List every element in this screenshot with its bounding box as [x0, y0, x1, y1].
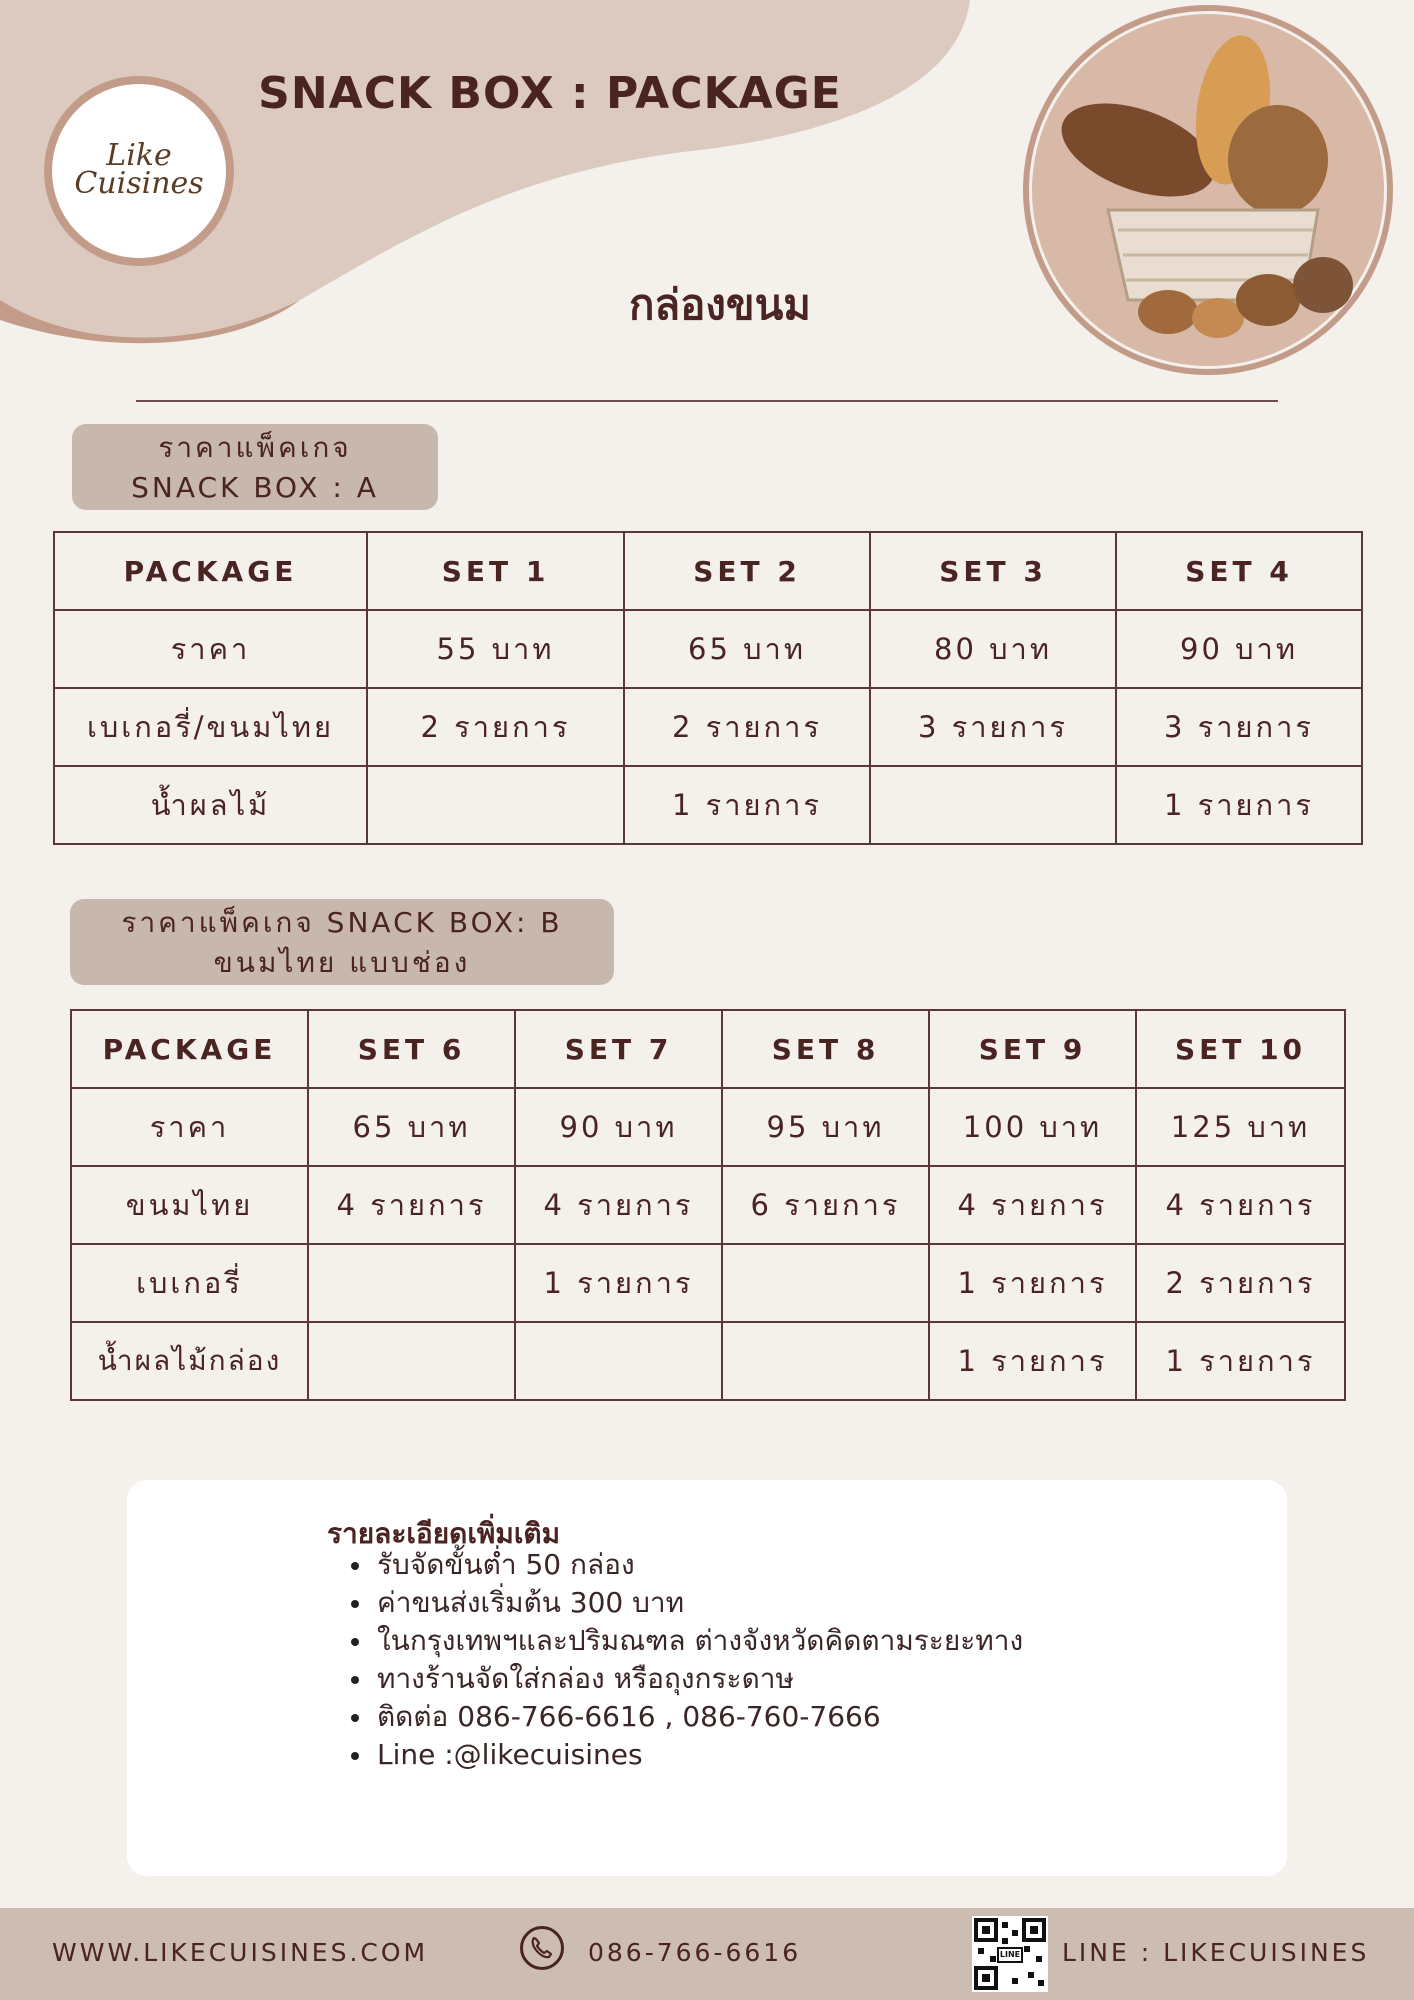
row-label: ขนมไทย [71, 1166, 308, 1244]
table-cell: 4 รายการ [308, 1166, 515, 1244]
website-link[interactable]: WWW.LIKECUISINES.COM [52, 1938, 429, 1967]
footer-line-id[interactable]: LINE : LIKECUISINES [1062, 1938, 1370, 1967]
list-item: ค่าขนส่งเริ่มต้น 300 บาท [377, 1584, 1023, 1622]
section-a-label [72, 424, 438, 510]
details-list [377, 1546, 1023, 1774]
row-label: ราคา [54, 610, 367, 688]
table-row [71, 1322, 1345, 1400]
package-table-b [70, 1009, 1346, 1401]
table-header-row [71, 1010, 1345, 1088]
table-cell: 1 รายการ [929, 1244, 1136, 1322]
table-cell: 4 รายการ [515, 1166, 722, 1244]
table-cell: 3 รายการ [870, 688, 1116, 766]
table-cell: 4 รายการ [1136, 1166, 1345, 1244]
table-row [71, 1244, 1345, 1322]
table-cell: 1 รายการ [624, 766, 870, 844]
table-header: PACKAGE [71, 1010, 308, 1088]
page-subtitle: กล่องขนม [628, 280, 811, 329]
table-cell: 4 รายการ [929, 1166, 1136, 1244]
table-cell: 2 รายการ [367, 688, 624, 766]
list-item: Line :@likecuisines [377, 1736, 1023, 1774]
bread-basket-image [1018, 0, 1398, 380]
details-title: รายละเอียดเพิ่มเติม [327, 1517, 561, 1550]
table-header: SET 4 [1116, 532, 1362, 610]
table-row [71, 1166, 1345, 1244]
details-card [127, 1480, 1287, 1876]
table-cell: 6 รายการ [722, 1166, 929, 1244]
table-header: PACKAGE [54, 532, 367, 610]
table-cell: 1 รายการ [1116, 766, 1362, 844]
table-cell: 90 บาท [515, 1088, 722, 1166]
table-cell: 95 บาท [722, 1088, 929, 1166]
section-a-label-line1: ราคาแพ็คเกจ [158, 431, 352, 464]
footer [0, 1908, 1414, 2000]
row-label: เบเกอรี่/ขนมไทย [54, 688, 367, 766]
table-header: SET 7 [515, 1010, 722, 1088]
divider [136, 400, 1278, 402]
table-cell [722, 1244, 929, 1322]
row-label: น้ำผลไม้กล่อง [71, 1322, 308, 1400]
table-cell [870, 766, 1116, 844]
table-row [54, 688, 1362, 766]
table-cell: 1 รายการ [1136, 1322, 1345, 1400]
brand-logo [44, 76, 234, 266]
table-header: SET 2 [624, 532, 870, 610]
table-row [71, 1088, 1345, 1166]
table-header: SET 6 [308, 1010, 515, 1088]
phone-icon [520, 1926, 564, 1970]
list-item: ในกรุงเทพฯและปริมณฑล ต่างจังหวัดคิดตามระยะทาง [377, 1622, 1023, 1660]
table-cell: 3 รายการ [1116, 688, 1362, 766]
qr-code-icon [972, 1916, 1048, 1992]
table-cell: 125 บาท [1136, 1088, 1345, 1166]
logo-line2: Cuisines [74, 166, 204, 201]
table-cell [722, 1322, 929, 1400]
table-header: SET 8 [722, 1010, 929, 1088]
qr-label: LINE [999, 1950, 1021, 1959]
table-cell: 90 บาท [1116, 610, 1362, 688]
section-b-label-line1: ราคาแพ็คเกจ SNACK BOX: B [121, 906, 563, 939]
table-cell [308, 1322, 515, 1400]
list-item: ติดต่อ 086-766-6616 , 086-760-7666 [377, 1698, 1023, 1736]
footer-phone[interactable]: 086-766-6616 [588, 1938, 802, 1967]
table-cell: 2 รายการ [1136, 1244, 1345, 1322]
table-cell: 65 บาท [308, 1088, 515, 1166]
row-label: น้ำผลไม้ [54, 766, 367, 844]
section-b-label-line2: ขนมไทย แบบช่อง [213, 946, 471, 979]
table-cell: 1 รายการ [929, 1322, 1136, 1400]
row-label: ราคา [71, 1088, 308, 1166]
table-cell: 2 รายการ [624, 688, 870, 766]
table-row [54, 610, 1362, 688]
table-header: SET 1 [367, 532, 624, 610]
section-b-label [70, 899, 614, 985]
table-cell: 100 บาท [929, 1088, 1136, 1166]
section-a-label-line2: SNACK BOX : A [131, 471, 379, 504]
table-row [54, 766, 1362, 844]
table-header: SET 9 [929, 1010, 1136, 1088]
package-table-a [53, 531, 1363, 845]
list-item: ทางร้านจัดใส่กล่อง หรือถุงกระดาษ [377, 1660, 1023, 1698]
logo-line1: Like [106, 138, 172, 173]
table-header-row [54, 532, 1362, 610]
list-item: รับจัดขั้นต่ำ 50 กล่อง [377, 1546, 1023, 1584]
table-cell: 1 รายการ [515, 1244, 722, 1322]
row-label: เบเกอรี่ [71, 1244, 308, 1322]
table-cell [515, 1322, 722, 1400]
table-cell: 80 บาท [870, 610, 1116, 688]
page-title: SNACK BOX : PACKAGE [258, 68, 842, 119]
table-cell: 65 บาท [624, 610, 870, 688]
table-cell [308, 1244, 515, 1322]
table-header: SET 3 [870, 532, 1116, 610]
table-cell: 55 บาท [367, 610, 624, 688]
table-cell [367, 766, 624, 844]
table-header: SET 10 [1136, 1010, 1345, 1088]
